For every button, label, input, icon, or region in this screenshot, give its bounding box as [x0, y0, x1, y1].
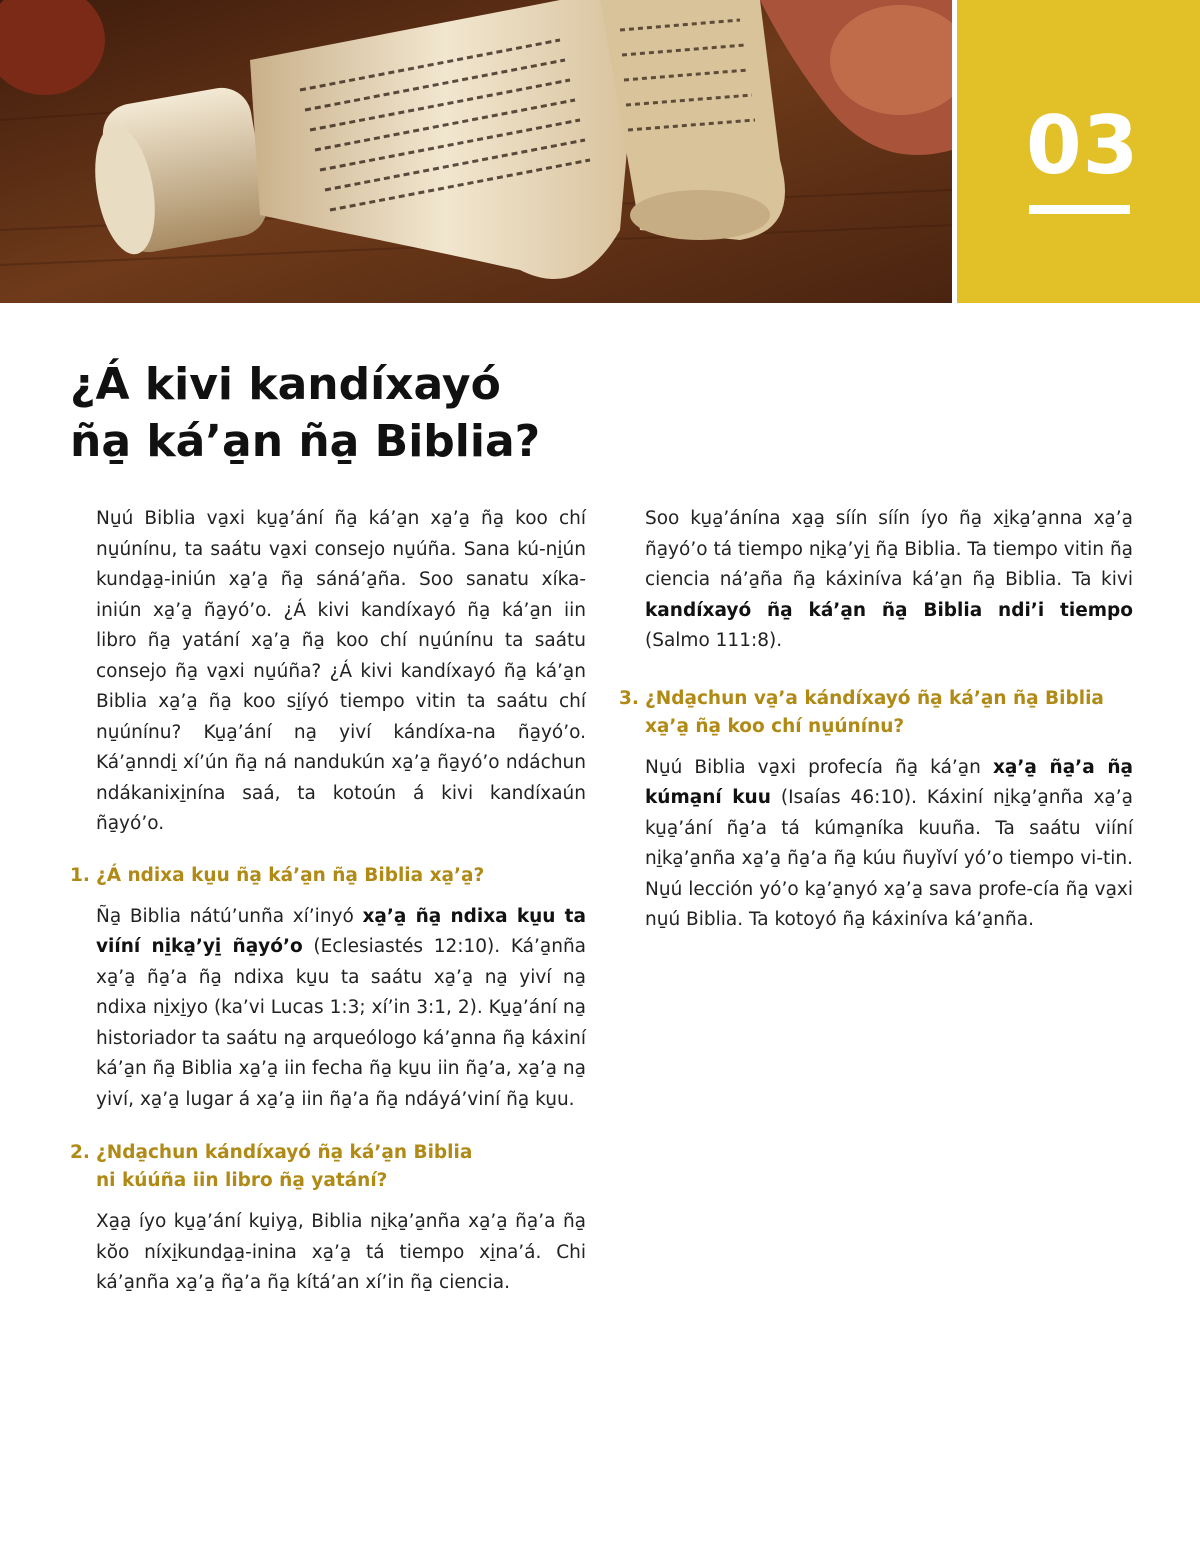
answer-2-paragraph-left: Xa̱a̱ íyo ku̱a̱’ání ku̱iya̱, Biblia ni̱ka̱’a̱nña xa̱’a̱ ña̱’a ña̱ kŏo níxi̱kunda̱a̱-inina xa̱’a̱ tá tiempo xi̱na’á. Chi ká’a̱nña xa̱’a̱ ña̱’a ña̱ kítá’an xí’in ña̱ ciencia.: [96, 1211, 586, 1293]
page-title-line2: ña̱ ká’a̱n ña̱ Biblia?: [70, 416, 541, 467]
question-3-heading: [619, 685, 1133, 741]
answer-2-bold: kandíxayó ña̱ ká’a̱n ña̱ Biblia ndi’i tiempo: [645, 599, 1133, 621]
question-2-text: [96, 1139, 472, 1195]
scroll-illustration: [0, 0, 952, 303]
question-3-number: 3.: [619, 687, 639, 709]
question-2-line2: ni kúúña iin libro ña̱ yatání?: [96, 1170, 388, 1191]
question-2-number: 2.: [70, 1142, 90, 1163]
lesson-number: 03: [1026, 99, 1140, 192]
right-column: [619, 504, 1133, 936]
page-title: [70, 356, 770, 470]
question-3-text: [645, 685, 1104, 741]
answer-3-text-b: (Isaías 46:10). Káxiní ni̱ka̱’a̱nña xa̱’a̱ ku̱a̱’ání ña̱’a tá kúma̱níka kuuña. Ta saátu viíní ni̱ka̱’a̱nña xa̱’a̱ ña̱’a ña̱ kúu ñuyǐví yó’o tiempo vi-tin. Nu̱ú lección yó’o ka̱’a̱nyó xa̱’a̱ sava profe-cía ña̱ va̱xi nu̱ú Biblia. Ta kotoyó ña̱ káxiníva ká’a̱nña.: [645, 787, 1133, 930]
hero-image-scrolls: [0, 0, 952, 303]
answer-2-text-b: (Salmo 111:8).: [645, 630, 783, 651]
answer-1-text-a: Ña̱ Biblia nátú’unña xí’inyó: [96, 905, 363, 927]
question-2-line1: ¿Nda̱chun kándíxayó ña̱ ká’a̱n Biblia: [96, 1142, 473, 1163]
lesson-number-underline: [1029, 205, 1130, 214]
answer-2-paragraph-right: [645, 504, 1133, 657]
answer-1-bold: xa̱’a̱ ña̱ ndixa ku̱u ta viíní ni̱ka̱’yi̱ ña̱yó’o: [96, 905, 586, 957]
answer-3-text-a: Nu̱ú Biblia va̱xi profecía ña̱ ká’a̱n: [645, 756, 993, 778]
question-1-number: 1.: [70, 864, 90, 886]
question-1-text: ¿Á ndixa ku̱u ña̱ ká’a̱n ña̱ Biblia xa̱’a̱?: [96, 864, 485, 886]
intro-paragraph: Nu̱ú Biblia va̱xi ku̱a̱’ání ña̱ ká’a̱n xa̱’a̱ ña̱ koo chí nu̱únínu, ta saátu va̱xi consejo nu̱úña. Sana kú-ni̱ún kunda̱a̱-iniún xa̱’a̱ ña̱ sáná’a̱ña. Soo sanatu xíka-iniún xa̱’a̱ ña̱yó’o. ¿Á kivi kandíxayó ña̱ ká’a̱n iin libro ña̱ yatání xa̱’a̱ ña̱ koo chí nu̱únínu ta saátu consejo ña̱ va̱xi nu̱úña? ¿Á kivi kandíxayó ña̱ ká’a̱n Biblia xa̱’a̱ ña̱ koo si̱íyó tiempo vitin ta saátu chí nu̱únínu? Ku̱a̱’ání na̱ yiví kándíxa-na ña̱yó’o. Ká’a̱nndi̱ xí’ún ña̱ ná nandukún xa̱’a̱ ña̱yó’o ndáchun ndákanixi̱nína saá, ta kotoún á kivi kandíxaún ña̱yó’o.: [96, 508, 586, 834]
left-column: [70, 504, 586, 1299]
answer-1-paragraph: [96, 902, 586, 1116]
question-3-line2: xa̱’a̱ ña̱ koo chí nu̱únínu?: [645, 715, 905, 737]
question-2-heading: [70, 1139, 586, 1195]
page-title-line1: ¿Á kivi kandíxayó: [70, 359, 501, 410]
question-3-line1: ¿Nda̱chun va̱’a kándíxayó ña̱ ká’a̱n ña̱ Biblia: [645, 687, 1104, 709]
answer-3-paragraph: [645, 753, 1133, 936]
answer-3-bold: xa̱’a̱ ña̱’a ña̱ kúma̱ní kuu: [645, 756, 1133, 808]
question-1-heading: [70, 862, 586, 890]
answer-1-text-b: (Eclesiastés 12:10). Ká’a̱nña xa̱’a̱ ña̱’a ña̱ ndixa ku̱u ta saátu xa̱’a̱ na̱ yiví na̱ ndixa ni̱xi̱yo (ka’vi Lucas 1:3; xí’in 3:1, 2). Ku̱a̱’ání na̱ historiador ta saátu na̱ arqueólogo ká’a̱nna ña̱ káxiní ká’a̱n ña̱ Biblia xa̱’a̱ iin fecha ña̱ ku̱u iin ña̱’a, xa̱’a̱ na̱ yiví, xa̱’a̱ lugar á xa̱’a̱ iin ña̱’a ña̱ ndáyá’viní ña̱ ku̱u.: [96, 936, 586, 1110]
answer-2-text-a: Soo ku̱a̱’ánína xa̱a̱ síín síín íyo ña̱ xi̱ka̱’a̱nna xa̱’a̱ ña̱yó’o tá tiempo ni̱ka̱’yi̱ ña̱ Biblia. Ta tiempo vitin ña̱ ciencia ná’a̱ña ña̱ káxiníva ká’a̱n ña̱ Biblia. Ta kivi: [645, 508, 1133, 590]
